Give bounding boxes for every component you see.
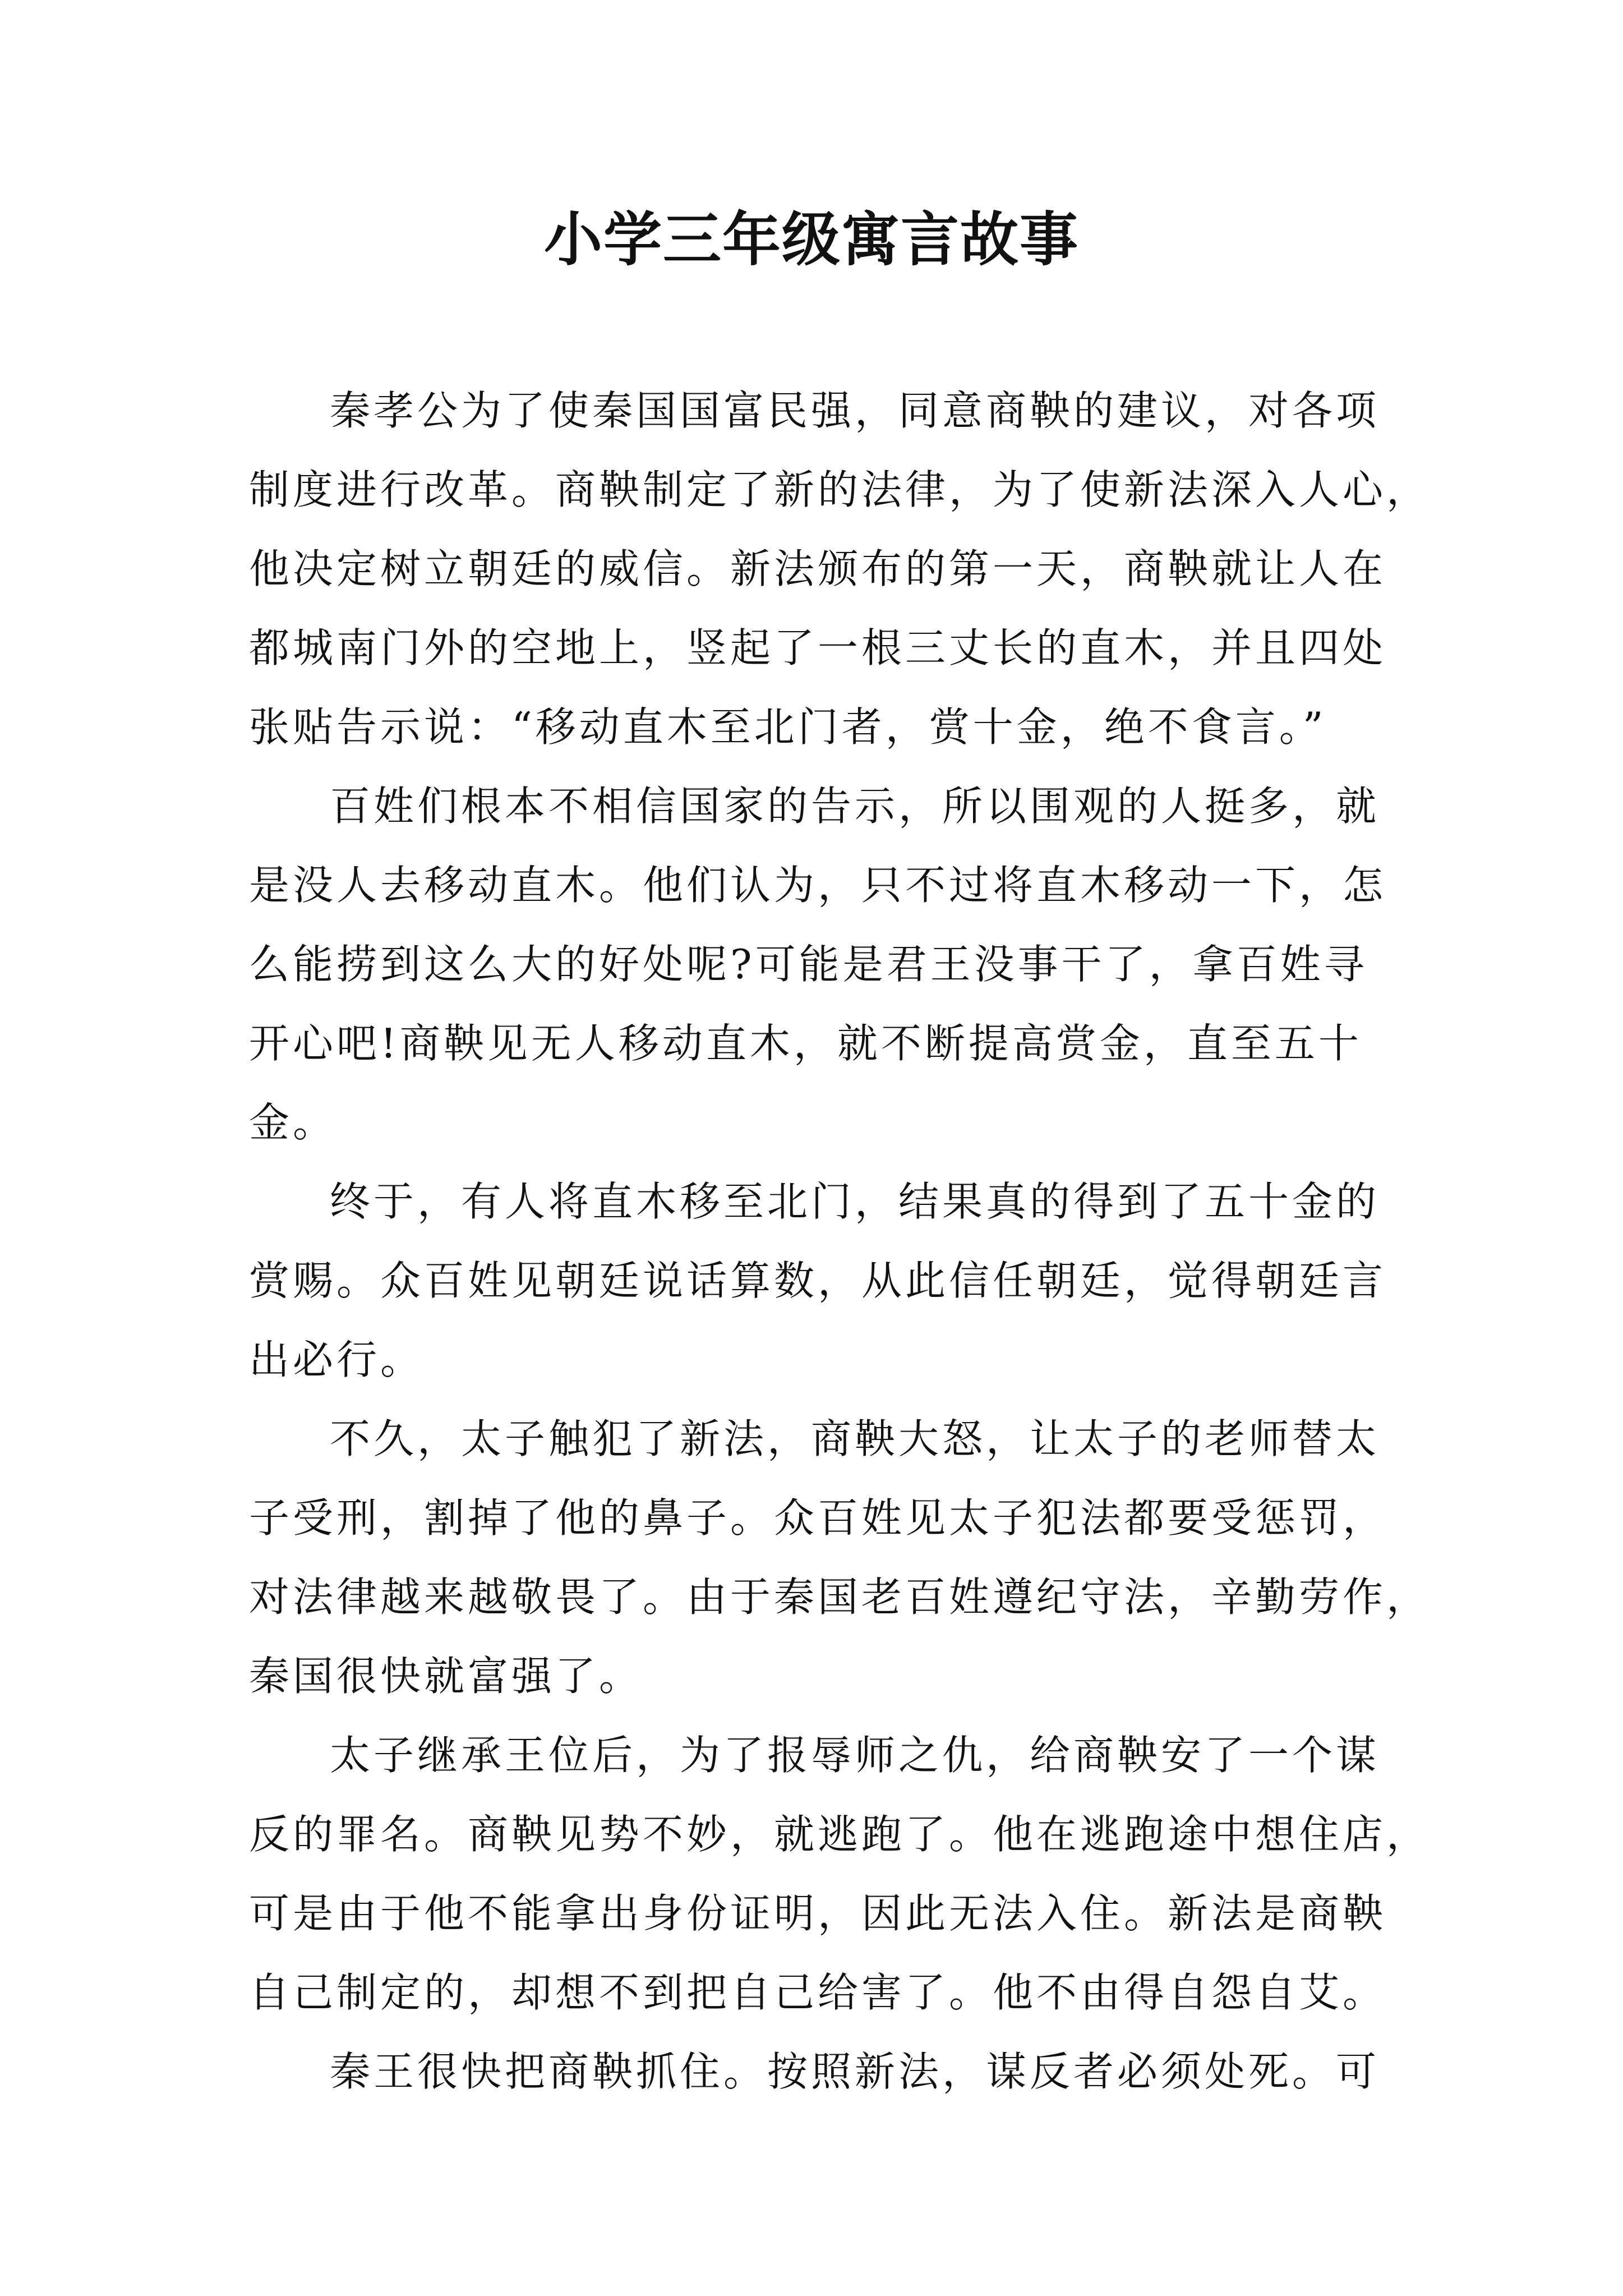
text-line: 百姓们根本不相信国家的告示，所以围观的人挺多，就 <box>330 783 1380 830</box>
paragraph <box>249 2032 1399 2111</box>
text-line: 秦国很快就富强了。 <box>249 1653 643 1700</box>
document-title: 小学三年级寓言故事 <box>543 205 1079 274</box>
text-line: 子受刑，割掉了他的鼻子。众百姓见太子犯法都要受惩罚， <box>249 1494 1387 1542</box>
text-line: 赏赐。众百姓见朝廷说话算数，从此信任朝廷，觉得朝廷言 <box>249 1257 1387 1304</box>
text-line: 对法律越来越敬畏了。由于秦国老百姓遵纪守法，辛勤劳作， <box>249 1573 1431 1621</box>
paragraph <box>249 1716 1431 2032</box>
paragraph <box>249 371 1431 767</box>
text-line: 他决定树立朝廷的威信。新法颁布的第一天，商鞅就让人在 <box>249 545 1387 592</box>
text-line: 秦王很快把商鞅抓住。按照新法，谋反者必须处死。可 <box>330 2048 1380 2095</box>
paragraph <box>249 767 1399 1162</box>
text-line: 自己制定的，却想不到把自己给害了。他不由得自怨自艾。 <box>249 1969 1387 2016</box>
text-line: 金。 <box>249 1099 337 1146</box>
text-line: 不久，太子触犯了新法，商鞅大怒，让太子的老师替太 <box>330 1415 1380 1462</box>
text-line: 张贴告示说：“移动直木至北门者，赏十金，绝不食言。” <box>249 703 1327 751</box>
text-line: 是没人去移动直木。他们认为，只不过将直木移动一下，怎 <box>249 862 1387 909</box>
text-line: 太子继承王位后，为了报辱师之仇，给商鞅安了一个谋 <box>330 1732 1380 1779</box>
text-line: 可是由于他不能拿出身份证明，因此无法入住。新法是商鞅 <box>249 1890 1387 1937</box>
text-line: 么能捞到这么大的好处呢?可能是君王没事干了，拿百姓寻 <box>249 941 1368 988</box>
text-line: 都城南门外的空地上，竖起了一根三丈长的直木，并且四处 <box>249 624 1387 671</box>
text-line: 制度进行改革。商鞅制定了新的法律，为了使新法深入人心， <box>249 466 1431 513</box>
text-line: 反的罪名。商鞅见势不妙，就逃跑了。他在逃跑途中想住店， <box>249 1811 1431 1858</box>
text-line: 秦孝公为了使秦国国富民强，同意商鞅的建议，对各项 <box>330 387 1380 434</box>
paragraph <box>249 1400 1431 1716</box>
text-line: 终于，有人将直木移至北门，结果真的得到了五十金的 <box>330 1178 1380 1225</box>
text-line: 开心吧!商鞅见无人移动直木，就不断提高赏金，直至五十 <box>249 1020 1362 1067</box>
paragraph <box>249 1162 1399 1400</box>
text-line: 出必行。 <box>249 1336 425 1383</box>
document-body <box>249 371 1431 2111</box>
